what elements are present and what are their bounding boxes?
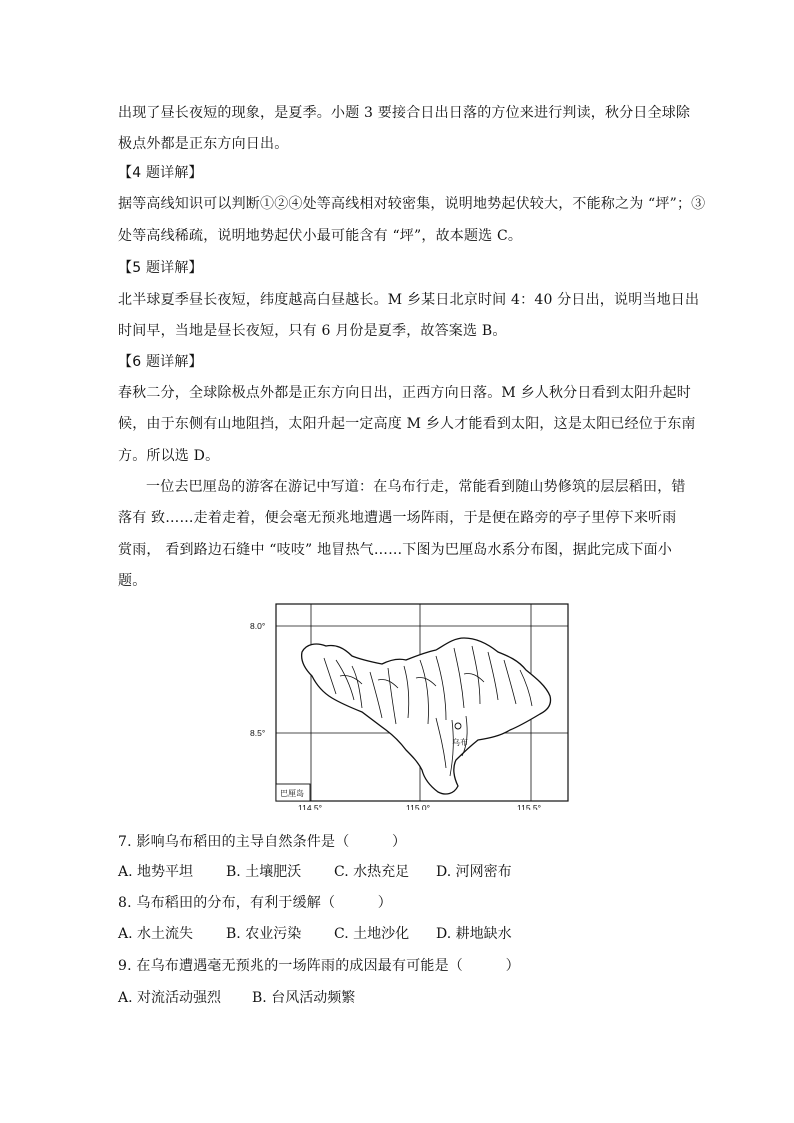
paragraph-line: 题。 [118, 573, 147, 589]
q7-option-a[interactable]: A. 地势平坦 [118, 864, 194, 880]
q7-option-b[interactable]: B. 土壤肥沃 [226, 864, 302, 880]
q9-option-a[interactable]: A. 对流活动强烈 [118, 990, 222, 1006]
paragraph-line: 春秋二分，全球除极点外都是正东方向日出，正西方向日落。M 乡人秋分日看到太阳升起时 [118, 385, 691, 401]
q8-option-a[interactable]: A. 水土流失 [118, 926, 194, 942]
section-heading-6: 【6 题详解】 [118, 354, 203, 370]
section-heading-4: 【4 题详解】 [118, 165, 203, 181]
lon-label-mid: 115.0° [406, 803, 431, 810]
lat-label-bottom: 8.5° [250, 728, 266, 738]
ubud-label: 乌布 [452, 738, 468, 747]
paragraph-line: 据等高线知识可以判断①②④处等高线相对较密集，说明地势起伏较大，不能称之为 “坪”；③ [118, 196, 706, 212]
paragraph-line: 处等高线稀疏，说明地势起伏小最可能含有 “坪”，故本题选 C。 [118, 228, 523, 244]
paragraph-line: 赏雨， 看到路边石缝中 “吱吱” 地冒热气……下图为巴厘岛水系分布图，据此完成下面小 [118, 542, 673, 558]
island-outline [302, 638, 551, 794]
question-7-stem: 7. 影响乌布稻田的主导自然条件是（ ） [118, 834, 407, 850]
q7-option-d[interactable]: D. 河网密布 [436, 864, 512, 880]
lon-label-left: 114.5° [298, 803, 323, 810]
q7-option-c[interactable]: C. 水热充足 [334, 864, 410, 880]
lon-label-right: 115.5° [517, 803, 542, 810]
paragraph-line: 极点外都是正东方向日出。 [118, 136, 289, 152]
q8-option-d[interactable]: D. 耕地缺水 [436, 926, 512, 942]
island-name-label: 巴厘岛 [280, 789, 304, 798]
bali-river-map [240, 600, 580, 810]
paragraph-line: 一位去巴厘岛的游客在游记中写道：在乌布行走，常能看到随山势修筑的层层稻田，错 [146, 479, 686, 495]
paragraph-line: 出现了昼长夜短的现象，是夏季。小题 3 要接合日出日落的方位来进行判读，秋分日全球除 [118, 105, 691, 121]
ubud-town-marker [455, 723, 461, 729]
paragraph-line: 北半球夏季昼长夜短，纬度越高白昼越长。M 乡某日北京时间 4：40 分日出，说明当地日出 [118, 292, 700, 308]
q8-option-b[interactable]: B. 农业污染 [226, 926, 302, 942]
lat-label-top: 8.0° [250, 621, 266, 631]
section-heading-5: 【5 题详解】 [118, 260, 203, 276]
paragraph-line: 时间早，当地是昼长夜短，只有 6 月份是夏季，故答案选 B。 [118, 323, 507, 339]
paragraph-line: 方。所以选 D。 [118, 448, 220, 464]
paragraph-line: 落有 致……走着走着，便会毫无预兆地遭遇一场阵雨，于是便在路旁的亭子里停下来听雨 [118, 510, 677, 526]
question-8-stem: 8. 乌布稻田的分布，有利于缓解（ ） [118, 895, 393, 911]
question-9-stem: 9. 在乌布遭遇毫无预兆的一场阵雨的成因最有可能是（ ） [118, 958, 520, 974]
q8-option-c[interactable]: C. 土地沙化 [334, 926, 410, 942]
paragraph-line: 候，由于东侧有山地阻挡，太阳升起一定高度 M 乡人才能看到太阳，这是太阳已经位于东南 [118, 416, 696, 432]
q9-option-b[interactable]: B. 台风活动频繁 [252, 990, 356, 1006]
